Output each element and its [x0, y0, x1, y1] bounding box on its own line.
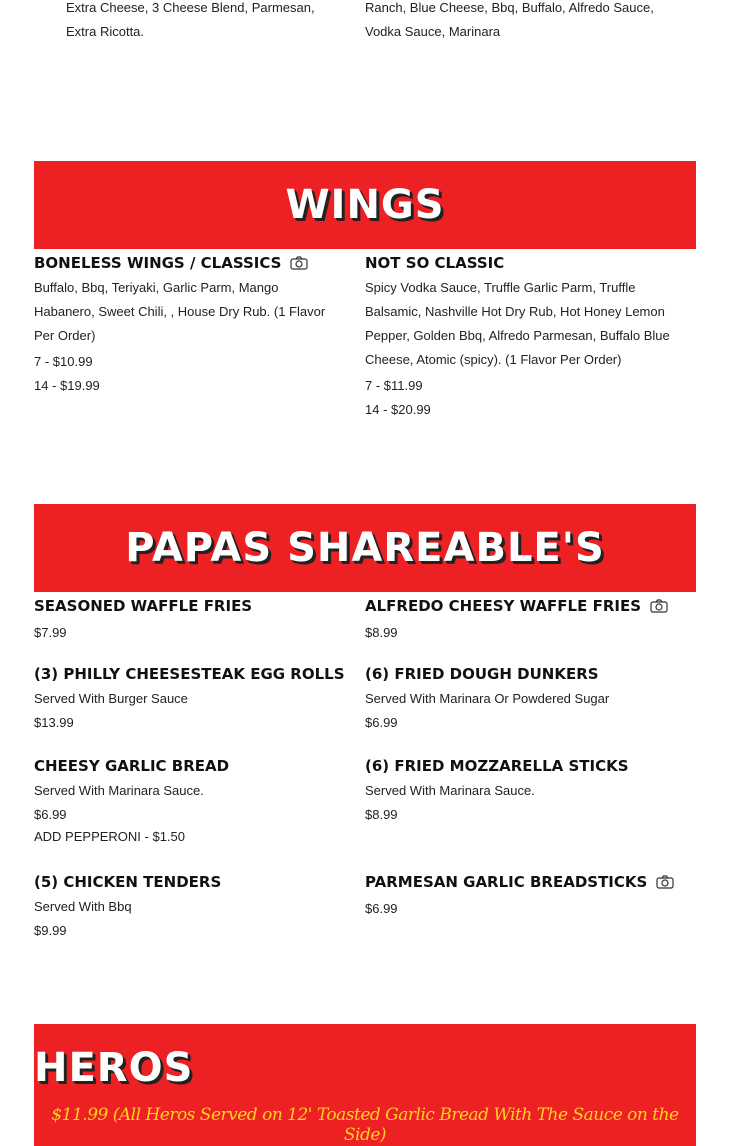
previous-item-description-right: Ranch, Blue Cheese, Bbq, Buffalo, Alfredo Sauce, Vodka Sauce, Marinara: [365, 0, 654, 39]
item-description: Served With Marinara Or Powdered Sugar: [365, 691, 610, 706]
item-price: $6.99: [365, 715, 398, 730]
menu-item-fried-dough-dunkers[interactable]: [365, 664, 685, 735]
item-price: $7.99: [34, 625, 67, 640]
item-addon: ADD PEPPERONI - $1.50: [34, 829, 185, 844]
item-price: $8.99: [365, 807, 398, 822]
menu-item-fried-mozzarella-sticks[interactable]: [365, 756, 685, 827]
item-name: SEASONED WAFFLE FRIES: [34, 597, 253, 615]
item-name: NOT SO CLASSIC: [365, 254, 505, 272]
item-name: (6) FRIED DOUGH DUNKERS: [365, 665, 599, 683]
shareables-section-banner: [34, 504, 696, 592]
heros-section-banner: [34, 1024, 696, 1146]
item-price: 14 - $19.99: [34, 378, 100, 393]
item-description: Spicy Vodka Sauce, Truffle Garlic Parm, Truffle Balsamic, Nashville Hot Dry Rub, Hot Honey Lemon Pepper, Golden Bbq, Alfredo Parmesan, Buffalo Blue Cheese, Atomic (spicy). (1 Flavor Per Order): [365, 280, 670, 367]
menu-item-not-so-classic[interactable]: [365, 253, 685, 422]
menu-item-seasoned-waffle-fries[interactable]: [34, 596, 334, 645]
item-name: BONELESS WINGS / CLASSICS: [34, 254, 282, 272]
menu-item-cheesy-garlic-bread[interactable]: [34, 756, 334, 847]
previous-item-description-left: Extra Cheese, 3 Cheese Blend, Parmesan, Extra Ricotta.: [66, 0, 315, 39]
item-price: $8.99: [365, 625, 398, 640]
item-price: $13.99: [34, 715, 74, 730]
item-name: (3) PHILLY CHEESESTEAK EGG ROLLS: [34, 665, 345, 683]
camera-icon[interactable]: [650, 599, 668, 613]
menu-item-philly-egg-rolls[interactable]: [34, 664, 345, 735]
menu-item-boneless-wings[interactable]: [34, 253, 334, 398]
item-price: 14 - $20.99: [365, 402, 431, 417]
item-description: Served With Burger Sauce: [34, 691, 188, 706]
shareables-section-title: PAPAS SHAREABLE'S: [125, 525, 605, 571]
heros-section-subtitle: $11.99 (All Heros Served on 12' Toasted Garlic Bread With The Sauce on the Side): [51, 1105, 679, 1145]
camera-icon[interactable]: [656, 875, 674, 889]
menu-item-alfredo-cheesy-waffle-fries[interactable]: [365, 596, 685, 645]
item-name: (5) CHICKEN TENDERS: [34, 873, 222, 891]
item-price: 7 - $11.99: [365, 378, 423, 393]
item-description: Served With Marinara Sauce.: [34, 783, 204, 798]
item-name: ALFREDO CHEESY WAFFLE FRIES: [365, 597, 642, 615]
item-price: $6.99: [34, 807, 67, 822]
item-name: PARMESAN GARLIC BREADSTICKS: [365, 873, 648, 891]
heros-section-title: HEROS: [34, 1045, 194, 1091]
item-description: Served With Marinara Sauce.: [365, 783, 535, 798]
item-price: $9.99: [34, 923, 67, 938]
menu-item-parmesan-garlic-breadsticks[interactable]: [365, 872, 685, 921]
item-name: (6) FRIED MOZZARELLA STICKS: [365, 757, 629, 775]
camera-icon[interactable]: [290, 256, 308, 270]
item-price: 7 - $10.99: [34, 354, 93, 369]
wings-section-banner: [34, 161, 696, 249]
item-description: Served With Bbq: [34, 899, 132, 914]
item-name: CHEESY GARLIC BREAD: [34, 757, 230, 775]
item-description: Buffalo, Bbq, Teriyaki, Garlic Parm, Mango Habanero, Sweet Chili, , House Dry Rub. (1 Flavor Per Order): [34, 280, 326, 343]
menu-item-chicken-tenders[interactable]: [34, 872, 334, 943]
item-price: $6.99: [365, 901, 398, 916]
wings-section-title: WINGS: [285, 182, 445, 228]
